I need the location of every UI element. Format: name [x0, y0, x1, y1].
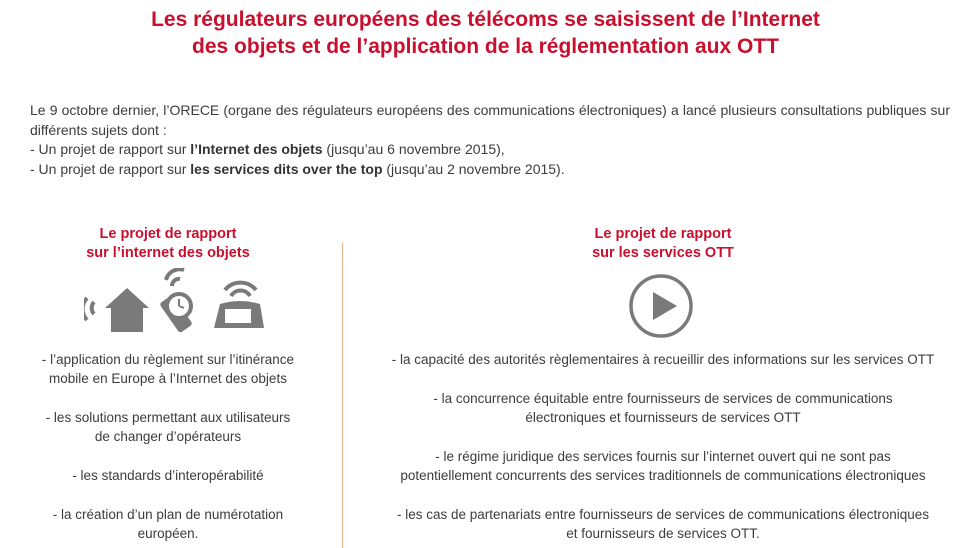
- play-icon: [627, 272, 695, 340]
- bullet-bold: les services dits over the top: [190, 160, 383, 177]
- intro-bullet-iot: [30, 140, 950, 160]
- list-item-line: - les solutions permettant aux utilisateurs: [45, 410, 291, 425]
- list-item-line: de changer d’opérateurs: [94, 429, 242, 444]
- list-item-line: - le régime juridique des services fournis sur l’internet ouvert qui ne sont pas: [435, 449, 891, 464]
- list-item: [18, 505, 318, 543]
- list-item-line: européen.: [137, 526, 199, 541]
- connected-house-icon: [84, 288, 149, 332]
- bullet-bold: l’Internet des objets: [190, 141, 323, 157]
- connected-scale-icon: [214, 283, 264, 328]
- list-item: [18, 350, 318, 388]
- column-divider: [342, 243, 343, 548]
- iot-heading: [18, 225, 318, 263]
- list-item-line: - la concurrence équitable entre fournisseurs de services de communications: [433, 391, 893, 406]
- iot-heading-line-1: Le projet de rapport: [99, 226, 237, 242]
- list-item: [18, 408, 318, 446]
- list-item-line: - les cas de partenariats entre fournisseurs de services de communications électroniques: [396, 507, 929, 522]
- list-item-line: potentiellement concurrents des services traditionnels de communications électroniques: [400, 468, 926, 483]
- list-item-line: - la capacité des autorités règlementaires à recueillir des informations sur les services OTT: [391, 352, 935, 367]
- list-item-line: mobile en Europe à l’Internet des objets: [49, 371, 287, 386]
- title-line-2: des objets et de l’application de la réglementation aux OTT: [192, 35, 779, 58]
- iot-topics-list: [18, 350, 318, 543]
- ott-heading-line-1: Le projet de rapport: [594, 226, 732, 242]
- ott-heading: [362, 225, 964, 263]
- iot-heading-line-2: sur l’internet des objets: [86, 245, 250, 261]
- list-item: [362, 389, 964, 427]
- list-item-line: - l’application du règlement sur l’itinérance: [41, 352, 295, 367]
- bullet-prefix: - Un projet de rapport sur: [30, 160, 191, 177]
- list-item-line: électroniques et fournisseurs de services OTT: [525, 410, 801, 425]
- bullet-prefix: - Un projet de rapport sur: [30, 141, 191, 157]
- list-item: [362, 350, 964, 369]
- ott-heading-line-2: sur les services OTT: [592, 245, 734, 261]
- list-item: [362, 505, 964, 543]
- list-item-line: - la création d’un plan de numérotation: [52, 507, 284, 522]
- bullet-suffix: (jusqu’au 2 novembre 2015).: [382, 160, 565, 177]
- title-line-1: Les régulateurs européens des télécoms se saisissent de l’Internet: [151, 8, 820, 31]
- page-title: [0, 6, 971, 60]
- intro-bullet-ott: [30, 160, 950, 180]
- list-item: [18, 466, 318, 485]
- list-item-line: - les standards d’interopérabilité: [72, 468, 264, 483]
- intro-paragraph: Le 9 octobre dernier, l’ORECE (organe des régulateurs européens des communications électroniques) a lancé plusieurs consultations publiques sur différents sujets dont :: [30, 102, 950, 138]
- bullet-suffix: (jusqu’au 6 novembre 2015),: [322, 141, 505, 157]
- list-item-line: et fournisseurs de services OTT.: [566, 526, 760, 541]
- connected-watch-icon: [159, 269, 193, 333]
- ott-topics-list: [362, 350, 964, 543]
- list-item: [362, 447, 964, 485]
- intro-section: [30, 101, 950, 179]
- iot-icons: [84, 268, 264, 334]
